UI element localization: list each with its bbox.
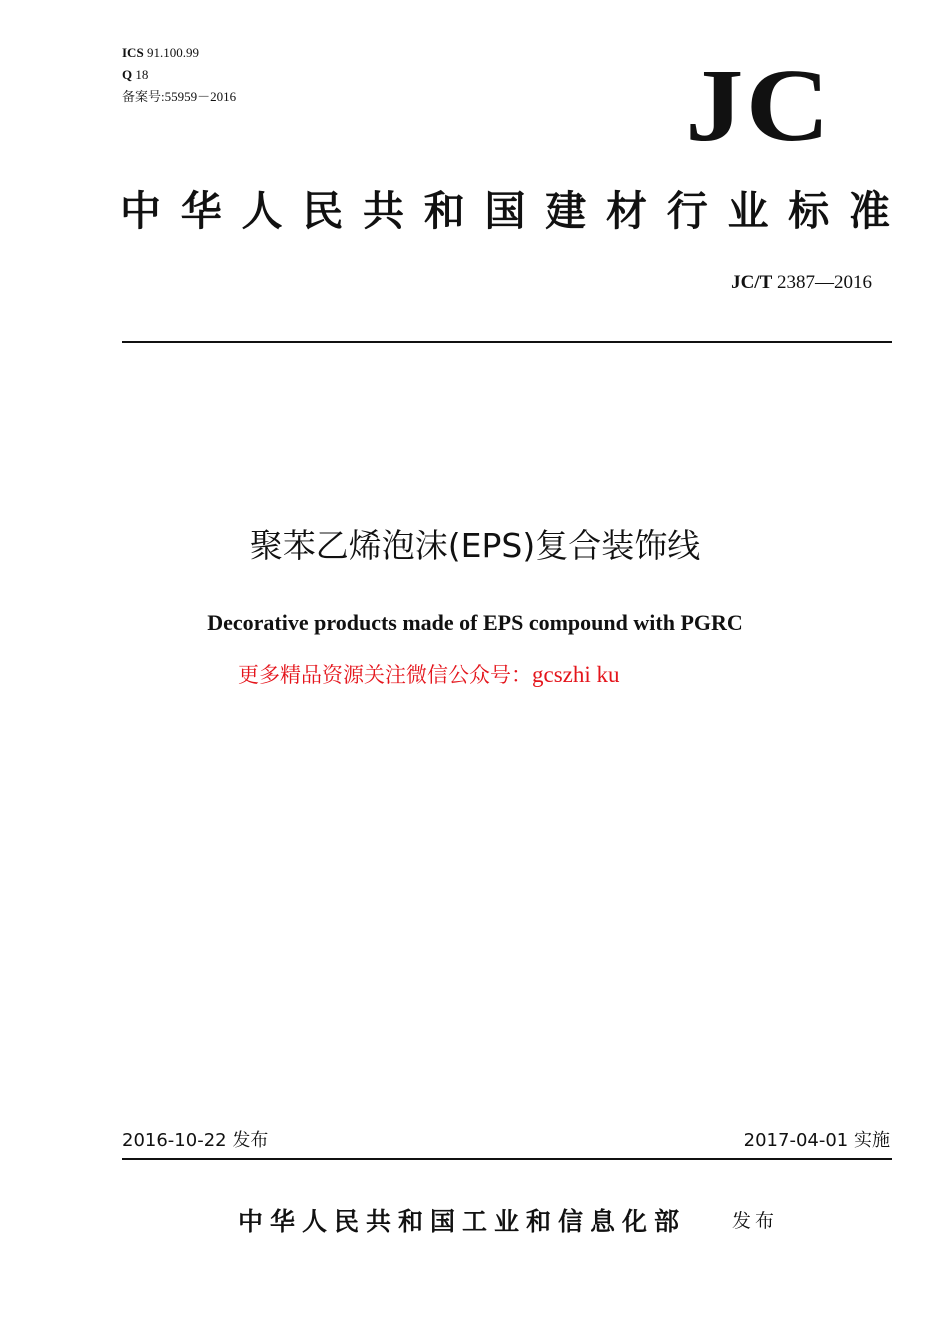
issue-date: 2016-10-22 发布 <box>122 1130 269 1151</box>
jc-logo: JC <box>685 48 832 163</box>
bottom-divider <box>122 1158 892 1160</box>
issuer-name: 中华人民共和国工业和信息化部 <box>238 1207 687 1236</box>
standard-title: 中华人民共和国建材行业标准 <box>120 187 892 235</box>
implementation-date: 2017-04-01 实施 <box>743 1130 890 1151</box>
document-title-en: Decorative products made of EPS compound with PGRC <box>207 610 743 635</box>
category-code <box>122 66 148 84</box>
ics-code <box>122 44 199 62</box>
top-divider <box>122 341 892 343</box>
issuer-suffix: 发布 <box>732 1210 779 1232</box>
standard-number-prefix: JC/T <box>731 272 773 293</box>
promo-text: 更多精品资源关注微信公众号： <box>238 663 532 687</box>
standard-number <box>731 272 872 294</box>
ics-label: ICS <box>122 45 144 60</box>
category-label: Q <box>122 67 133 82</box>
promo-handle: gcszhi ku <box>532 662 620 687</box>
category-value: 18 <box>135 67 149 82</box>
registration-number: 备案号:55959－2016 <box>122 89 237 104</box>
document-title-cn: 聚苯乙烯泡沫(EPS)复合装饰线 <box>249 526 701 565</box>
standard-number-value: 2387—2016 <box>777 272 872 293</box>
promo-line <box>238 660 620 690</box>
ics-value: 91.100.99 <box>146 45 199 60</box>
